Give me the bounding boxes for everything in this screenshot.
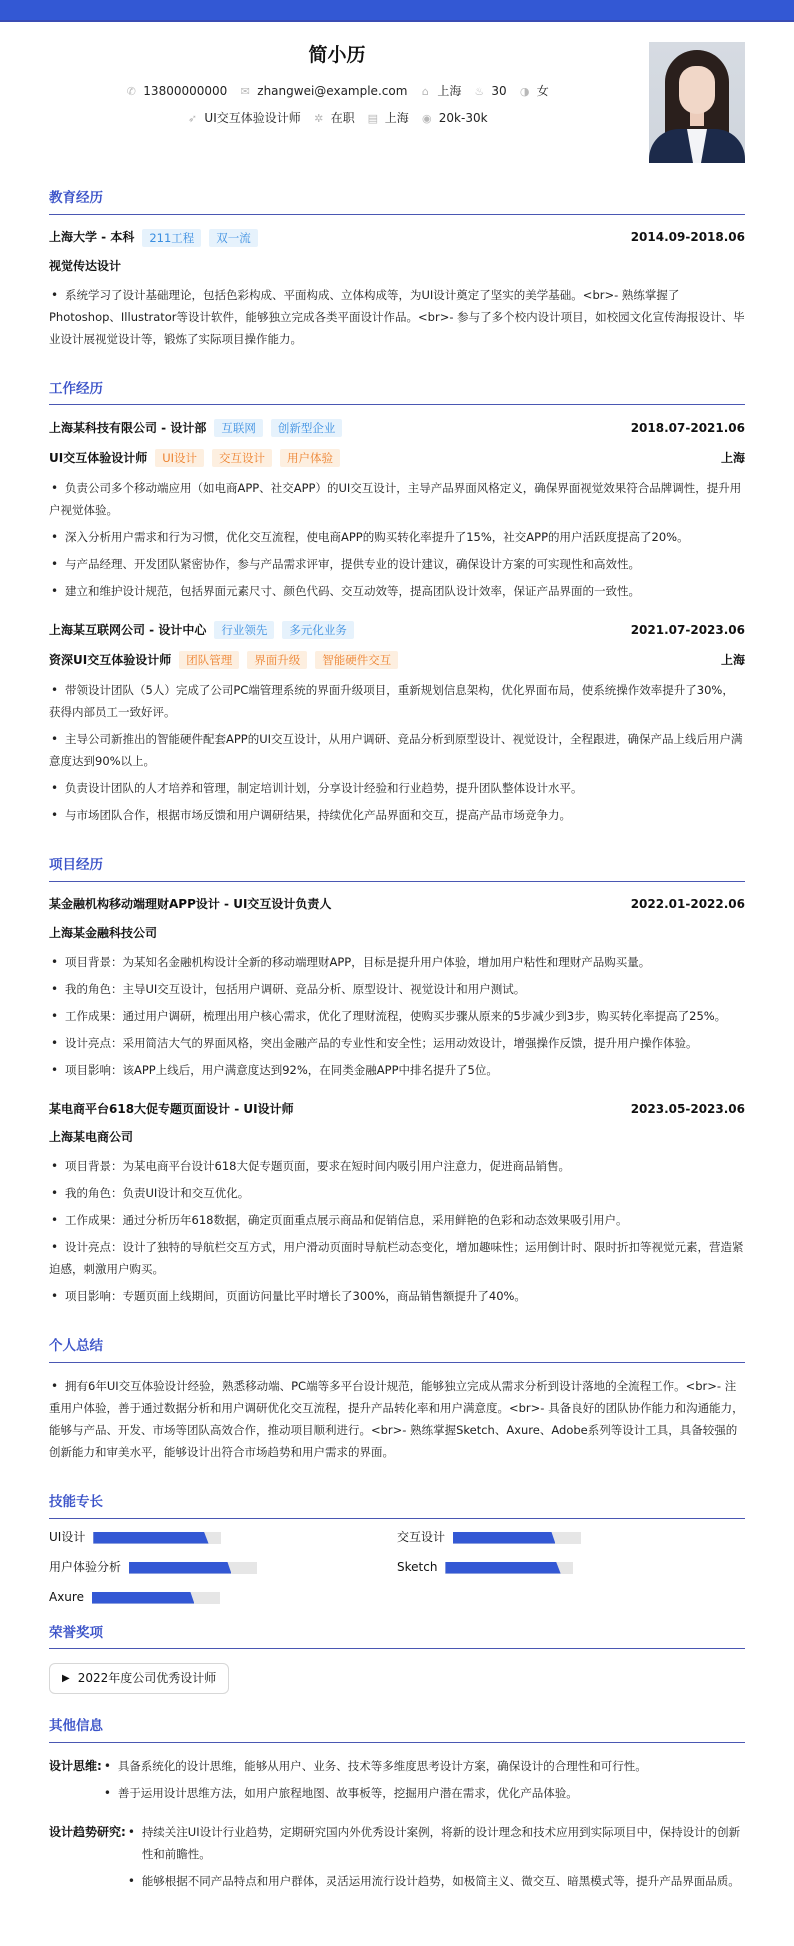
project-entry-head [49,894,745,916]
section-projects [49,855,745,1307]
other-group-bullets [126,1821,745,1897]
age-value: 30 [491,84,507,98]
project-entry-head [49,1098,745,1120]
other-group-label: 设计趋势研究: [49,1824,126,1839]
skill-bar-fill [445,1562,560,1574]
other-group [49,1821,745,1897]
other-group [49,1755,745,1809]
award-item[interactable] [49,1663,229,1694]
phone-icon: ✆ [126,84,136,98]
list-item: • 负责设计团队的人才培养和管理，制定培训计划，分享设计经验和行业趋势，提升团队整体设计水平。 [49,777,745,799]
other-group-label: 设计思维: [49,1758,102,1773]
list-item: • 项目背景：为某知名金融机构设计全新的移动端理财APP，目标是提升用户体验，增加用户粘性和理财产品购买量。 [49,951,745,973]
triangle-right-icon: ▶ [62,1672,70,1684]
list-item: • 设计亮点：采用简洁大气的界面风格，突出金融产品的专业性和安全性；运用动效设计，增强操作反馈，提升用户操作体验。 [49,1032,745,1054]
date-range: 2022.01-2022.06 [630,897,745,912]
skill-bar [453,1532,581,1544]
date-range: 2014.09-2018.06 [630,230,745,244]
list-item: • 负责公司多个移动端应用（如电商APP、社交APP）的UI交互设计，主导产品界面风格定义，确保界面视觉效果符合品牌调性，提升用户视觉体验。 [49,477,745,521]
company-name: 上海某互联网公司 - 设计中心 [49,622,207,637]
list-item: • 主导公司新推出的智能硬件配套APP的UI交互设计，从用户调研、竞品分析到原型设计、视觉设计，全程跟进，确保产品上线后用户满意度达到90%以上。 [49,728,745,772]
location: 上海 [720,652,745,667]
contact-gender [519,82,549,101]
tag: 211工程 [142,229,201,247]
section-summary [49,1336,745,1463]
list-item: • 善于运用设计思维方法，如用户旅程地图、故事板等，挖掘用户潜在需求，优化产品体验。 [102,1782,745,1804]
skill-item [397,1561,745,1575]
send-icon: ➶ [187,111,198,125]
tag: 创新型企业 [271,419,343,437]
contact-home [419,82,461,101]
contact-row-2 [49,109,625,128]
work-entry [49,417,745,602]
section-awards [49,1623,745,1711]
list-item: • 带领设计团队（5人）完成了公司PC端管理系统的界面升级项目，重新规划信息架构，优化界面布局，使系统操作效率提升了30%，获得内部员工一致好评。 [49,679,745,723]
project-entry [49,894,745,1081]
list-item: • 工作成果：通过用户调研，梳理出用户核心需求，优化了理财流程，使购买步骤从原来的5步减少到3步，购买转化率提高了25%。 [49,1005,745,1027]
list-item: • 项目背景：为某电商平台设计618大促专题页面，要求在短时间内吸引用户注意力，促进商品销售。 [49,1155,745,1177]
education-bullets [49,284,745,350]
contact-phone [125,82,227,101]
skill-item [397,1531,745,1545]
work-entry-head [49,417,745,439]
status-icon: ✲ [314,111,324,125]
list-item: • 与市场团队合作，根据市场反馈和用户调研结果，持续优化产品界面和交互，提高产品市场竞争力。 [49,804,745,826]
project-name: 某电商平台618大促专题页面设计 - UI设计师 [49,1101,294,1116]
location: 上海 [720,450,745,465]
skill-bar-fill [453,1532,555,1544]
skill-bar [92,1592,220,1604]
tag: 团队管理 [179,651,239,669]
work-bullets [49,679,745,826]
skill-bar [445,1562,573,1574]
list-item: • 系统学习了设计基础理论，包括色彩构成、平面构成、立体构成等，为UI设计奠定了坚实的美学基础。<br>- 熟练掌握了Photoshop、Illustrator等设计软件，能够独立完成各类平面设计作品。<br>- 参与了多个校内设计项目，如校园文化宣传海报设计、毕业设计展视觉设计等，锻炼了实际项目操作能力。 [49,284,745,350]
contact-email [239,82,407,101]
top-accent-bar [0,0,794,22]
resume-header [49,22,745,182]
skill-item [49,1561,397,1575]
contact-row-1 [49,82,625,101]
date-range: 2018.07-2021.06 [630,420,745,435]
skill-bar [93,1532,221,1544]
section-title: 个人总结 [49,1336,745,1363]
project-company: 上海某金融科技公司 [49,925,158,940]
work-bullets [49,477,745,602]
section-other [49,1716,745,1897]
contact-age [473,82,506,101]
home-icon: ⌂ [421,84,429,98]
contact-status [313,109,355,128]
tag: 行业领先 [214,621,274,639]
project-bullets [49,1155,745,1307]
list-item: • 项目影响：该APP上线后，用户满意度达到92%，在同类金融APP中排名提升了5位。 [49,1059,745,1081]
award-name: 2022年度公司优秀设计师 [77,1671,217,1686]
cake-icon: ♨ [474,84,485,98]
section-title: 教育经历 [49,188,745,215]
date-range: 2021.07-2023.06 [630,622,745,637]
list-item: • 我的角色：负责UI设计和交互优化。 [49,1182,745,1204]
tag: 互联网 [214,419,263,437]
education-entry-head [49,227,745,249]
position-value: UI交互体验设计师 [204,111,301,125]
candidate-name: 简小历 [308,44,366,66]
contact-city [367,109,409,128]
list-item: • 持续关注UI设计行业趋势，定期研究国内外优秀设计案例，将新的设计理念和技术应用到实际项目中，保持设计的创新性和前瞻性。 [126,1821,745,1865]
work-role-head [49,649,745,671]
section-skills [49,1492,745,1605]
skill-bar-fill [92,1592,194,1604]
list-item: • 工作成果：通过分析历年618数据，确定页面重点展示商品和促销信息，采用鲜艳的色彩和动态效果吸引用户。 [49,1209,745,1231]
list-item: • 能够根据不同产品特点和用户群体，灵活运用流行设计趋势，如极简主义、微交互、暗黑模式等，提升产品界面品质。 [126,1870,745,1892]
skill-name: Axure [49,1589,84,1604]
section-title: 技能专长 [49,1492,745,1519]
home-value: 上海 [437,84,462,98]
list-item: • 我的角色：主导UI交互设计，包括用户调研、竞品分析、原型设计、视觉设计和用户测试。 [49,978,745,1000]
city-value: 上海 [384,111,409,125]
tag: 智能硬件交互 [315,651,398,669]
role-title: 资深UI交互体验设计师 [49,652,172,667]
work-entry [49,619,745,826]
email-icon: ✉ [240,84,250,98]
section-work [49,379,745,827]
school-name: 上海大学 - 本科 [49,230,135,244]
tag: 用户体验 [280,449,340,467]
work-entry-head [49,619,745,641]
skill-item [49,1591,397,1605]
skill-name: UI设计 [49,1529,86,1544]
phone-value: 13800000000 [143,84,228,98]
contact-salary [421,109,488,128]
section-title: 荣誉奖项 [49,1623,745,1650]
status-value: 在职 [330,111,355,125]
section-title: 其他信息 [49,1716,745,1743]
section-education [49,188,745,350]
building-icon: ▤ [367,111,378,125]
tag: 界面升级 [247,651,307,669]
list-item: • 设计亮点：设计了独特的导航栏交互方式，用户滑动页面时导航栏动态变化，增加趣味性；运用倒计时、限时折扣等视觉元素，营造紧迫感，刺激用户购买。 [49,1236,745,1280]
salary-value: 20k-30k [438,111,488,125]
skill-bar [129,1562,257,1574]
role-title: UI交互体验设计师 [49,450,148,465]
skill-bar-fill [93,1532,208,1544]
summary-bullets [49,1375,745,1463]
tag: 交互设计 [212,449,272,467]
tag: UI设计 [155,449,204,467]
skill-bar-fill [129,1562,231,1574]
tag: 双一流 [209,229,258,247]
section-title: 项目经历 [49,855,745,882]
email-value[interactable]: zhangwei@example.com [257,84,408,98]
list-item: • 深入分析用户需求和行为习惯，优化交互流程，使电商APP的购买转化率提升了15%，社交APP的用户活跃度提高了20%。 [49,526,745,548]
company-name: 上海某科技有限公司 - 设计部 [49,420,207,435]
skill-item [49,1531,397,1545]
skill-name: Sketch [397,1559,438,1574]
work-role-head [49,447,745,469]
salary-icon: ◉ [421,111,432,125]
major: 视觉传达设计 [49,258,122,273]
resume-page [0,22,794,1929]
list-item: • 拥有6年UI交互体验设计经验，熟悉移动端、PC端等多平台设计规范，能够独立完成从需求分析到设计落地的全流程工作。<br>- 注重用户体验，善于通过数据分析和用户调研优化交互流程，提升产品转化率和用户满意度。<br>- 具备良好的团队协作能力和沟通能力，能够与产品、开发、市场等团队高效合作，推动项目顺利进行。<br>- 熟练掌握Sketch、Axure、Adobe系列等设计工具，具备较强的创新能力和审美水平，能够设计出符合市场趋势和用户需求的界面。 [49,1375,745,1463]
skill-name: 用户体验分析 [49,1559,122,1574]
contact-position [186,109,300,128]
date-range: 2023.05-2023.06 [630,1101,745,1116]
list-item: • 项目影响：专题页面上线期间，页面访问量比平时增长了300%，商品销售额提升了40%。 [49,1285,745,1307]
list-item: • 具备系统化的设计思维，能够从用户、业务、技术等多维度思考设计方案，确保设计的合理性和可行性。 [102,1755,745,1777]
project-bullets [49,951,745,1081]
other-group-bullets [102,1755,745,1809]
gender-icon: ◑ [519,84,530,98]
section-title: 工作经历 [49,379,745,406]
skill-name: 交互设计 [397,1529,446,1544]
list-item: • 建立和维护设计规范，包括界面元素尺寸、颜色代码、交互动效等，提高团队设计效率，保证产品界面的一致性。 [49,580,745,602]
project-name: 某金融机构移动端理财APP设计 - UI交互设计负责人 [49,897,332,912]
project-entry [49,1098,745,1307]
avatar-photo [649,42,745,163]
skills-grid [49,1531,745,1605]
list-item: • 与产品经理、开发团队紧密协作，参与产品需求评审，提供专业的设计建议，确保设计方案的可实现性和高效性。 [49,553,745,575]
gender-value: 女 [536,84,549,98]
project-company: 上海某电商公司 [49,1130,134,1145]
tag: 多元化业务 [282,621,354,639]
